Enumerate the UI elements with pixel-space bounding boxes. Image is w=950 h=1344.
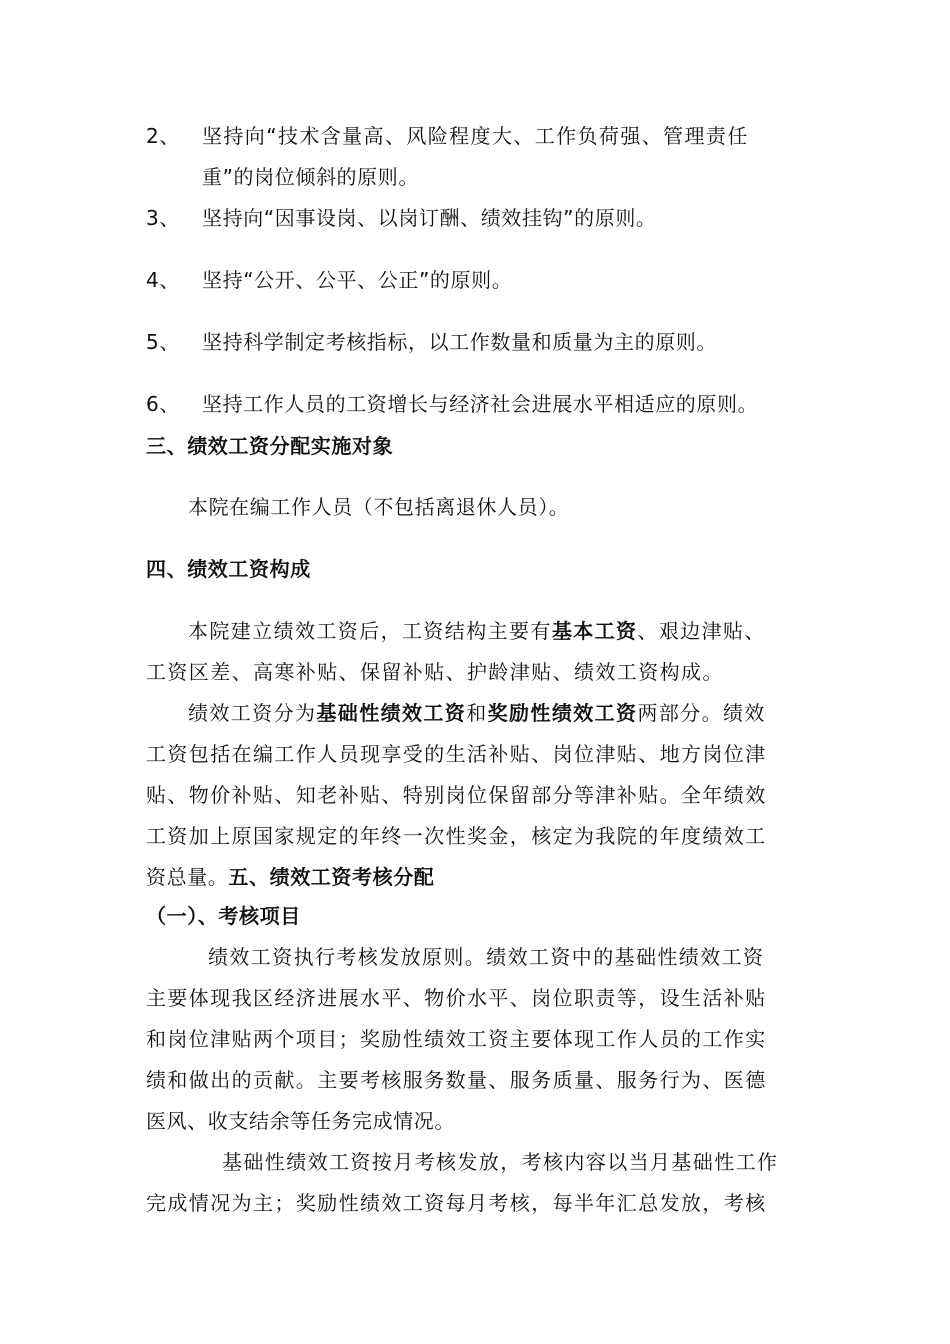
list-text: 坚持科学制定考核指标，以工作数量和质量为主的原则。 [202,330,717,354]
list-text-continuation: 重”的岗位倾斜的原则。 [202,165,419,189]
section-heading: 五、绩效工资考核分配 [228,865,435,889]
list-text: 坚持向“技术含量高、风险程度大、工作负荷强、管理责任 [202,124,749,148]
paragraph-line: 主要体现我区经济进展水平、物价水平、岗位职责等，设生活补贴 [146,986,767,1010]
paragraph-line: 贴、物价补贴、知老补贴、特别岗位保留部分等津补贴。全年绩效 [146,783,767,807]
list-text: 坚持“公开、公平、公正”的原则。 [202,268,513,292]
list-number: 6、 [146,392,180,416]
paragraph: 本院在编工作人员（不包括离退休人员）。 [188,495,570,519]
paragraph-line: 工资包括在编工作人员现享受的生活补贴、岗位津贴、地方岗位津 [146,742,767,766]
paragraph-line: 工资加上原国家规定的年终一次性奖金，核定为我院的年度绩效工 [146,824,767,848]
list-number: 5、 [146,330,180,354]
list-number: 2、 [146,124,180,148]
text-run: 绩效工资分为 [188,701,317,725]
paragraph-line [188,617,766,645]
text-run: 、艰边津贴、 [637,619,766,643]
bold-term: 基础性绩效工资 [316,701,467,725]
list-number: 3、 [146,206,180,230]
paragraph-line: 绩效工资执行考核发放原则。绩效工资中的基础性绩效工资 [208,945,765,969]
list-text: 坚持向“因事设岗、以岗订酬、绩效挂钩”的原则。 [202,206,657,230]
paragraph-line: 医风、收支结余等任务完成情况。 [146,1109,455,1133]
paragraph-line: 基础性绩效工资按月考核发放，考核内容以当月基础性工作 [222,1150,779,1174]
bold-term: 基本工资 [551,619,638,643]
list-text: 坚持工作人员的工资增长与经济社会进展水平相适应的原则。 [202,392,759,416]
text-run: 两部分。绩效 [637,701,766,725]
bold-term: 奖励性绩效工资 [487,701,638,725]
paragraph-line [188,699,766,727]
text-run: 和 [466,701,488,725]
section-heading: 四、绩效工资构成 [146,557,311,581]
section-heading: 三、绩效工资分配实施对象 [146,434,394,458]
paragraph-line: 和岗位津贴两个项目；奖励性绩效工资主要体现工作人员的工作实 [146,1027,767,1051]
paragraph-line: 绩和做出的贡献。主要考核服务数量、服务质量、服务行为、医德 [146,1068,767,1092]
subsection-heading: （一）、考核项目 [146,904,301,928]
paragraph-line [146,863,434,891]
paragraph-line: 完成情况为主；奖励性绩效工资每月考核，每半年汇总发放，考核 [146,1191,767,1215]
paragraph-line: 工资区差、高寒补贴、保留补贴、护龄津贴、绩效工资构成。 [146,660,724,684]
text-run: 本院建立绩效工资后，工资结构主要有 [188,619,552,643]
text-run: 资总量。 [146,865,229,889]
list-number: 4、 [146,268,180,292]
